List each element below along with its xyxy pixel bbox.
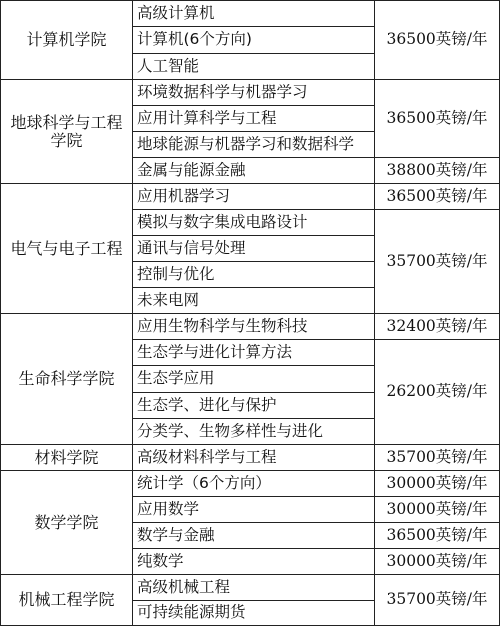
tuition-cell: 36500英镑/年	[374, 522, 500, 549]
school-cell: 机械工程学院	[0, 574, 133, 626]
program-cell: 人工智能	[132, 53, 375, 80]
program-cell: 生态学应用	[132, 365, 375, 393]
tuition-cell: 36500英镑/年	[374, 79, 500, 158]
tuition-cell: 35700英镑/年	[374, 209, 500, 314]
school-cell: 数学学院	[0, 470, 133, 575]
program-cell: 金属与能源金融	[132, 157, 375, 184]
program-cell: 环境数据科学与机器学习	[132, 79, 375, 106]
program-cell: 高级计算机	[132, 0, 375, 27]
program-cell: 应用生物科学与生物科技	[132, 313, 375, 340]
tuition-cell: 30000英镑/年	[374, 496, 500, 523]
program-cell: 应用机器学习	[132, 183, 375, 210]
program-cell: 数学与金融	[132, 522, 375, 549]
tuition-cell: 35700英镑/年	[374, 574, 500, 626]
program-cell: 可持续能源期货	[132, 600, 375, 626]
program-cell: 未来电网	[132, 287, 375, 314]
tuition-cell: 36500英镑/年	[374, 0, 500, 80]
program-cell: 计算机(6个方向)	[132, 26, 375, 54]
program-cell: 高级机械工程	[132, 574, 375, 601]
tuition-cell: 26200英镑/年	[374, 339, 500, 445]
program-cell: 统计学（6个方向）	[132, 470, 375, 497]
school-cell: 地球科学与工程学院	[0, 79, 133, 184]
program-cell: 纯数学	[132, 548, 375, 575]
school-cell: 材料学院	[0, 444, 133, 471]
school-cell: 生命科学学院	[0, 313, 133, 445]
program-cell: 高级材料科学与工程	[132, 444, 375, 471]
program-cell: 模拟与数字集成电路设计	[132, 209, 375, 236]
program-cell: 应用计算科学与工程	[132, 105, 375, 132]
program-cell: 分类学、生物多样性与进化	[132, 418, 375, 445]
tuition-cell: 30000英镑/年	[374, 470, 500, 497]
tuition-cell: 36500英镑/年	[374, 183, 500, 210]
tuition-cell: 30000英镑/年	[374, 548, 500, 575]
school-cell: 计算机学院	[0, 0, 133, 80]
program-cell: 通讯与信号处理	[132, 235, 375, 262]
program-cell: 生态学与进化计算方法	[132, 339, 375, 366]
program-cell: 应用数学	[132, 496, 375, 523]
tuition-cell: 35700英镑/年	[374, 444, 500, 471]
program-cell: 控制与优化	[132, 261, 375, 288]
tuition-cell: 32400英镑/年	[374, 313, 500, 340]
school-cell: 电气与电子工程	[0, 183, 133, 314]
program-cell: 地球能源与机器学习和数据科学	[132, 131, 375, 158]
tuition-cell: 38800英镑/年	[374, 157, 500, 184]
program-cell: 生态学、进化与保护	[132, 392, 375, 419]
